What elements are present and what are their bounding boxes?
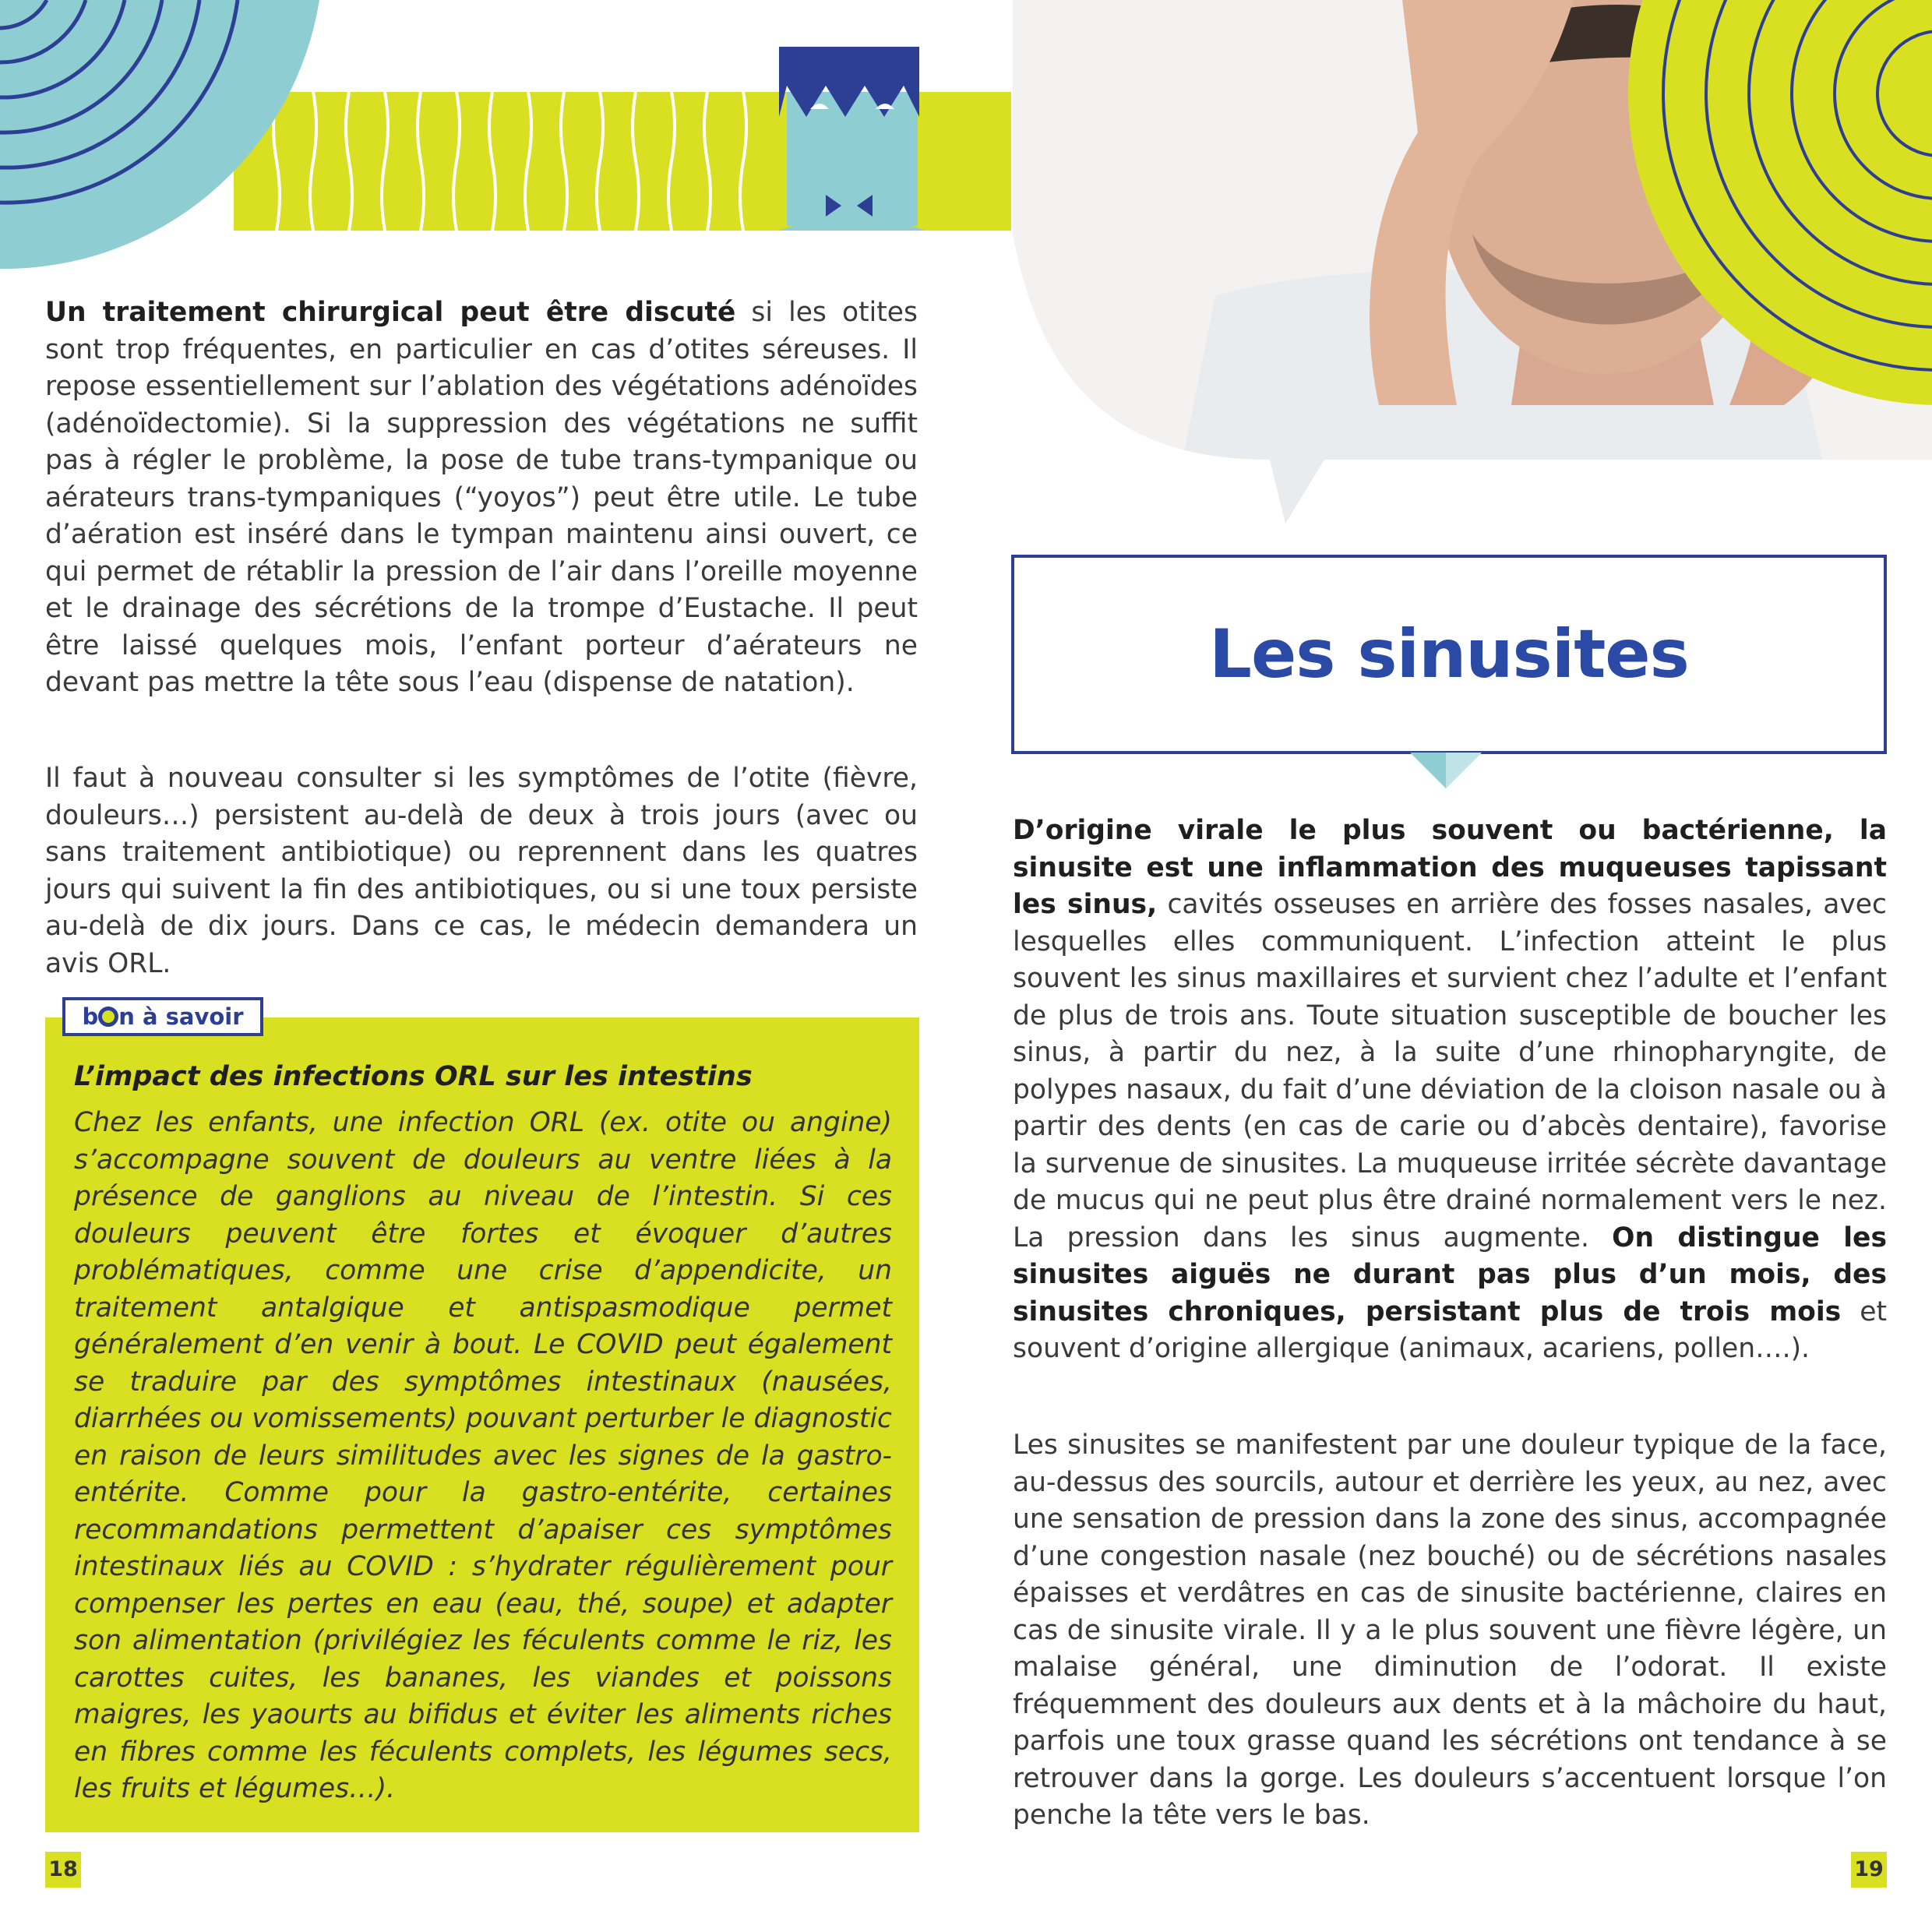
surgical-treatment-paragraph (45, 294, 918, 702)
decorative-header-left (0, 0, 1021, 269)
boy-character-illustration (779, 47, 925, 231)
sinusitis-symptoms-paragraph: Les sinusites se manifestent par une douleur typique de la face, au-dessus des sourcils, autour et derrière les yeux, au nez, avec une sensation de pression dans la zone des sinus, accompagnée d’une congestion nasale (nez bouché) ou de sécrétions nasales épaisses et verdâtres en cas de sinusite bactérienne, claires en cas de sinusite virale. Il y a le plus souvent une fièvre légère, un malaise général, une diminution de l’odorat. Il existe fréquemment des douleurs aux dents et à la mâchoire du haut, parfois une toux grasse quand les sécrétions ont tendance à se retrouver dans la gorge. Les douleurs s’accentuent lorsque l’on penche la tête vers le bas. (1013, 1430, 1887, 1831)
section-title: Les sinusites (1209, 615, 1689, 693)
tip-body: Chez les enfants, une infection ORL (ex. otite ou angine) s’accompagne souvent de douleurs au ventre liées à la présence de ganglions au niveau de l’intestin. Si ces douleurs peuvent être fortes et évoquer d’autres problématiques, comme une crise d’appendicite, un traitement antalgique et antispasmodique permet généralement d’en venir à bout. Le COVID peut également se traduire par des symptômes intestinaux (nausées, diarrhées ou vomissements) pouvant perturber le diagnostic en raison de leurs similitudes avec les signes de la gastro-entérite. Comme pour la gastro-entérite, certaines recommandations permettent d’apaiser ces symptômes intestinaux liés au COVID : s’hydrater régulièrement pour compenser les pertes en eau (eau, thé, soupe) et adapter son alimentation (privilégiez les féculents comme le riz, les carottes cuites, les bananes, les viandes et poissons maigres, les yaourts au bifidus et éviter les aliments riches en fibres comme les féculents complets, les légumes secs, les fruits et légumes…). (74, 1107, 892, 1804)
surgical-treatment-lead: Un traitement chirurgical peut être discuté (45, 297, 736, 328)
speech-bubble-o-icon (98, 1007, 118, 1027)
consult-again-paragraph: Il faut à nouveau consulter si les symptômes de l’otite (fièvre, douleurs…) persistent au-delà de deux à trois jours (avec ou sans traitement antibiotique) ou reprennent dans les quatres jours qui suivent la fin des antibiotiques, ou si une toux persiste au-delà de dix jours. Dans ce cas, le médecin demandera un avis ORL. (45, 763, 918, 979)
headache-photo (1013, 0, 1932, 530)
page-number-right: 19 (1851, 1852, 1887, 1888)
title-pointer-icon (1410, 753, 1482, 788)
tip-title: L’impact des infections ORL sur les intestins (74, 1061, 753, 1092)
sinusitis-definition-lead: D’origine virale le plus souvent ou bactérienne, la sinusite est une inflammation des muqueuses tapissant les sinus, (1013, 815, 1887, 920)
sinusitis-types-bold: On distingue les sinusites aiguës ne durant pas plus d’un mois, des sinusites chroniques, persistant plus de trois mois (1013, 1222, 1887, 1327)
sinusitis-definition-paragraph: D’origine virale le plus souvent ou bactérienne, la sinusite est une inflammation des muqueuses tapissant les sinus, cavités osseuses en arrière des fosses nasales, avec lesquelles elles communiquent. L’infection atteint le plus souvent les sinus maxillaires et survient chez l’adulte et l’enfant de plus de trois ans. Toute situation susceptible de boucher les sinus, à partir du nez, à la suite d’une rhinopharyngite, de polypes nasaux, du fait d’une déviation de la cloison nasale ou à partir des dents (en cas de carie ou d’abcès dentaire), favorise la survenue de sinusites. La muqueuse irritée sécrète davantage de mucus qui ne peut plus être drainé normalement vers le nez. La pression dans les sinus augmente. On distingue les sinusites aiguës ne durant pas plus d’un mois, des sinusites chroniques, persistant plus de trois mois et souvent d’origine allergique (animaux, acariens, pollen….). (1013, 815, 1887, 1364)
surgical-treatment-text: si les otites sont trop fréquentes, en particulier en cas d’otites séreuses. Il repose essentiellement sur l’ablation des végétations adénoïdes (adénoïdectomie). Si la suppression des végétations ne suffit pas à régler le problème, la pose de tube trans-tympanique ou aérateurs trans-tympaniques (“yoyos”) peut être utile. Le tube d’aération est inséré dans le tympan maintenu ainsi ouvert, ce qui permet de rétablir la pression de l’air dans l’oreille moyenne et le drainage des sécrétions de la trompe d’Eustache. Il peut être laissé quelques mois, l’enfant porteur d’aérateurs ne devant pas mettre la tête sous l’eau (dispense de natation). (45, 297, 918, 698)
page-number-left: 18 (45, 1852, 81, 1888)
tip-badge: b n à savoir (62, 997, 263, 1036)
